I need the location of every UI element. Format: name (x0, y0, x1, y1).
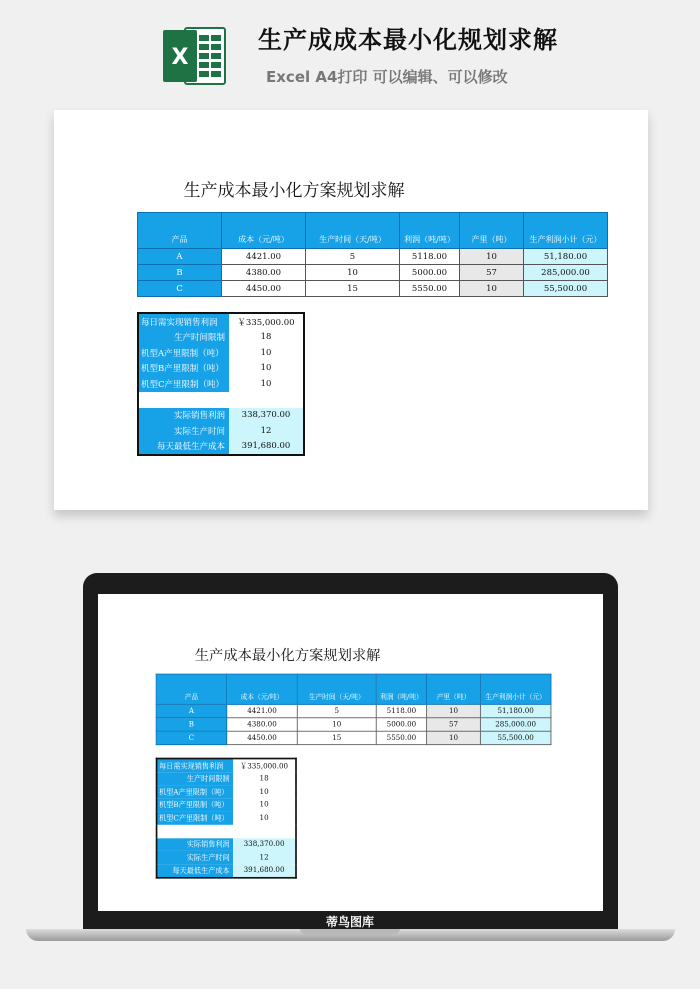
cell[interactable]: 5 (297, 704, 376, 717)
cell[interactable]: 10 (233, 798, 296, 811)
cell-empty (229, 392, 304, 408)
paper-preview (54, 110, 648, 510)
table-row (138, 249, 608, 265)
sheet (54, 110, 602, 460)
table-row (138, 345, 304, 361)
page-title: 生产成成本最小化规划求解 (258, 26, 558, 54)
cell-label: 机型B产里限制（吨） (138, 361, 229, 377)
cell[interactable]: 10 (233, 785, 296, 798)
col-header[interactable]: 利润（吨/吨） (376, 674, 426, 704)
cell[interactable]: 12 (233, 851, 296, 864)
cell[interactable]: 15 (306, 281, 400, 297)
cell[interactable]: 5000.00 (400, 265, 460, 281)
cell[interactable]: 51,180.00 (480, 704, 551, 717)
col-header[interactable]: 生产利润小计（元） (524, 213, 608, 249)
cell[interactable]: 12 (229, 423, 304, 439)
cell[interactable]: 338,370.00 (233, 838, 296, 851)
cell-label: 生产时间限制 (138, 330, 229, 346)
table-row (138, 281, 608, 297)
cell[interactable]: 4380.00 (222, 265, 306, 281)
cell[interactable]: 5 (306, 249, 400, 265)
table-row (157, 838, 296, 851)
table-row (138, 330, 304, 346)
table-row (156, 718, 551, 731)
laptop-brand: 蒂鸟图库 (325, 915, 374, 929)
cell-label: 生产时间限制 (157, 772, 233, 785)
cell[interactable]: B (138, 265, 222, 281)
cell[interactable]: 391,680.00 (229, 439, 304, 456)
table-row (157, 811, 296, 824)
cell[interactable]: 10 (427, 731, 481, 744)
cell[interactable]: 18 (233, 772, 296, 785)
table-row (157, 798, 296, 811)
sheet (98, 594, 546, 882)
page-header (0, 0, 700, 100)
cell[interactable]: 4450.00 (222, 281, 306, 297)
table-row (138, 265, 608, 281)
cell[interactable]: 285,000.00 (480, 718, 551, 731)
cell-label: 机型A产里限制（吨） (157, 785, 233, 798)
cell-label: 每日需实现销售利润 (157, 759, 233, 773)
cell[interactable]: 57 (427, 718, 481, 731)
col-header[interactable]: 生产时间（天/吨） (297, 674, 376, 704)
cell[interactable]: 15 (297, 731, 376, 744)
cell-label: 机型C产里限制（吨） (138, 376, 229, 392)
cell-label: 每天最低生产成本 (157, 864, 233, 878)
cell-label: 机型A产里限制（吨） (138, 345, 229, 361)
cell[interactable]: ￥335,000.00 (229, 313, 304, 330)
excel-icon-letter: X (171, 45, 189, 70)
cell[interactable]: 10 (306, 265, 400, 281)
col-header[interactable]: 生产时间（天/吨） (306, 213, 400, 249)
cell[interactable]: C (156, 731, 227, 744)
cell-label: 每天最低生产成本 (138, 439, 229, 456)
page-subtitle: Excel A4打印 可以编辑、可以修改 (266, 68, 508, 86)
cell[interactable]: 18 (229, 330, 304, 346)
cell[interactable]: C (138, 281, 222, 297)
cell[interactable]: 338,370.00 (229, 408, 304, 424)
cell[interactable]: B (156, 718, 227, 731)
spacer-row (138, 392, 304, 408)
laptop-screen (98, 594, 603, 911)
product-table (156, 674, 552, 745)
cell[interactable]: 10 (297, 718, 376, 731)
cell-label: 实际生产时间 (138, 423, 229, 439)
col-header[interactable]: 产里（吨） (460, 213, 524, 249)
cell[interactable]: A (138, 249, 222, 265)
col-header[interactable]: 产里（吨） (427, 674, 481, 704)
cell-empty (233, 824, 296, 837)
table-row (156, 704, 551, 717)
table-row (138, 439, 304, 456)
excel-icon (161, 22, 229, 90)
col-header[interactable]: 成本（元/吨） (227, 674, 298, 704)
cell[interactable]: 10 (460, 281, 524, 297)
cell[interactable]: 4421.00 (222, 249, 306, 265)
table-row (157, 772, 296, 785)
cell[interactable]: 10 (229, 376, 304, 392)
table-row (138, 423, 304, 439)
table-row (138, 313, 304, 330)
cell[interactable]: 10 (229, 345, 304, 361)
cell-label: 机型C产里限制（吨） (157, 811, 233, 824)
table-row (138, 361, 304, 377)
cell-label: 实际销售利润 (157, 838, 233, 851)
cell-label: 机型B产里限制（吨） (157, 798, 233, 811)
cell[interactable]: 285,000.00 (524, 265, 608, 281)
cell[interactable]: 57 (460, 265, 524, 281)
table-row (157, 851, 296, 864)
cell[interactable]: 4450.00 (227, 731, 298, 744)
cell[interactable]: 4380.00 (227, 718, 298, 731)
table-row (138, 408, 304, 424)
spacer-row (157, 824, 296, 837)
cell[interactable]: 51,180.00 (524, 249, 608, 265)
cell[interactable]: 55,500.00 (524, 281, 608, 297)
cell[interactable]: ￥335,000.00 (233, 759, 296, 773)
cell[interactable]: 5118.00 (376, 704, 426, 717)
cell-empty (157, 824, 233, 837)
laptop-notch (300, 929, 400, 934)
sheet-title: 生产成本最小化方案规划求解 (194, 647, 381, 665)
cell-label: 实际销售利润 (138, 408, 229, 424)
sheet-title: 生产成本最小化方案规划求解 (183, 181, 405, 201)
cell-empty (138, 392, 229, 408)
cell[interactable]: 391,680.00 (233, 864, 296, 878)
table-row (156, 731, 551, 744)
cell-label: 每日需实现销售利润 (138, 313, 229, 330)
col-header[interactable]: 利润（吨/吨） (400, 213, 460, 249)
table-row (157, 864, 296, 878)
col-header[interactable]: 生产利润小计（元） (480, 674, 551, 704)
cell[interactable]: 4421.00 (227, 704, 298, 717)
table-row (157, 785, 296, 798)
cell[interactable]: 10 (460, 249, 524, 265)
col-header[interactable]: 产品 (156, 674, 227, 704)
cell-label: 实际生产时间 (157, 851, 233, 864)
cell[interactable]: 10 (427, 704, 481, 717)
col-header[interactable]: 成本（元/吨） (222, 213, 306, 249)
cell[interactable]: 5550.00 (400, 281, 460, 297)
constraint-table (156, 758, 297, 879)
col-header[interactable]: 产品 (138, 213, 222, 249)
cell[interactable]: A (156, 704, 227, 717)
cell[interactable]: 5550.00 (376, 731, 426, 744)
cell[interactable]: 5000.00 (376, 718, 426, 731)
cell[interactable]: 5118.00 (400, 249, 460, 265)
constraint-table (137, 312, 305, 456)
cell[interactable]: 55,500.00 (480, 731, 551, 744)
table-row (138, 376, 304, 392)
cell[interactable]: 10 (229, 361, 304, 377)
table-row (157, 759, 296, 773)
product-table (137, 212, 608, 297)
cell[interactable]: 10 (233, 811, 296, 824)
